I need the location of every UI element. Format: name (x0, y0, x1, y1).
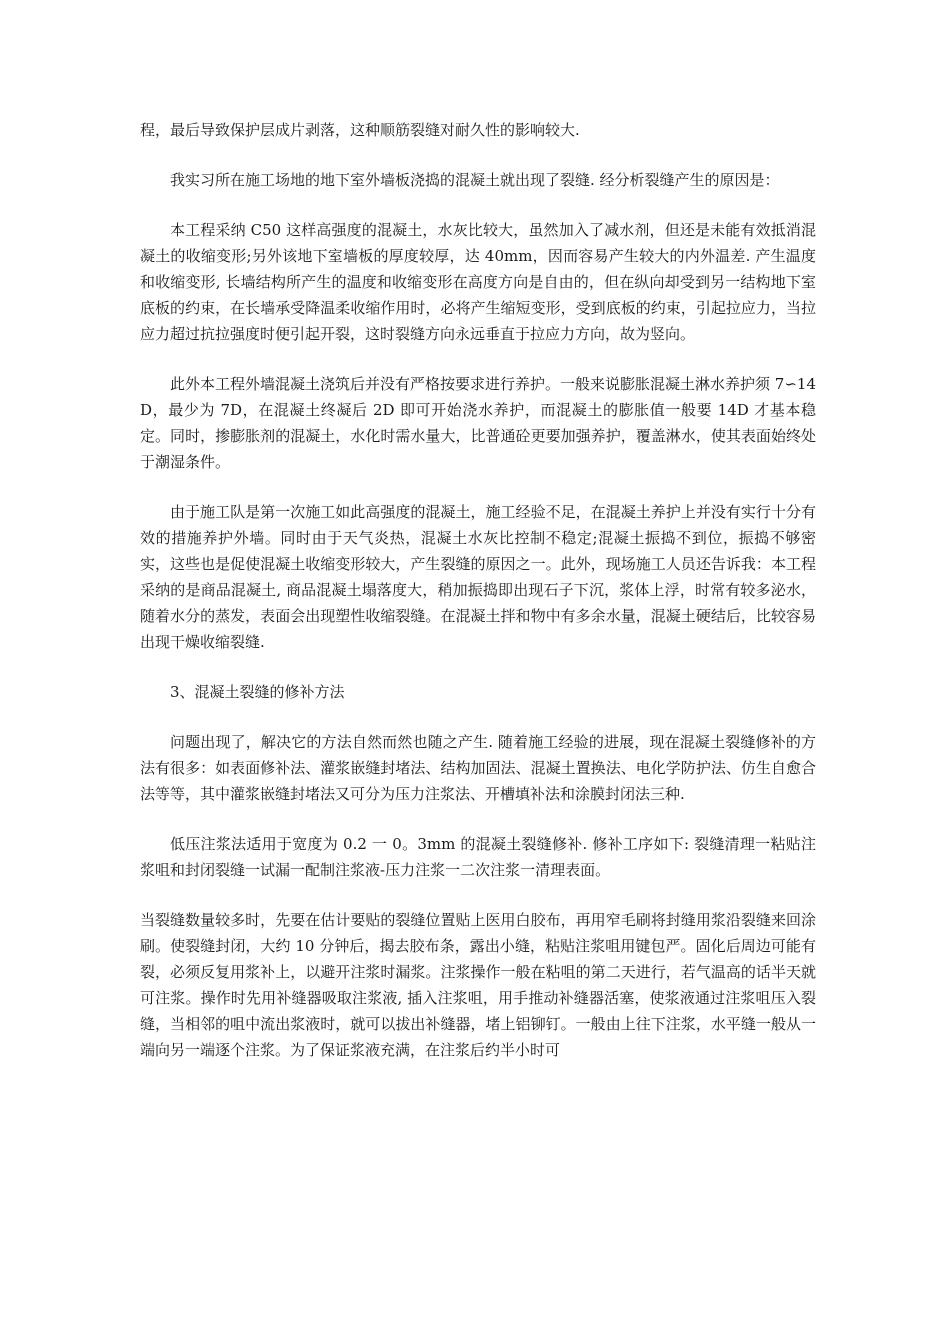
section-heading-repair-methods: 3、混凝土裂缝的修补方法 (170, 683, 345, 701)
paragraph-low-pressure-grouting: 低压注浆法适用于宽度为 0.2 一 0。3mm 的混凝土裂缝修补. 修补工序如下: 裂缝清理一粘贴注浆咀和封闭裂缝一试漏一配制注浆液-压力注浆一二次注浆一清理表面。 (140, 835, 816, 879)
document-body (140, 117, 816, 1087)
paragraph-continuation: 程，最后导致保护层成片剥落，这种顺筋裂缝对耐久性的影响较大. (140, 121, 580, 139)
paragraph-c50-shrinkage: 本工程采纳 C50 这样高强度的混凝土，水灰比较大，虽然加入了减水剂，但还是未能有效抵消混凝土的收缩变形;另外该地下室墙板的厚度较厚，达 40mm，因而容易产生较大的内外温差. 产生温度和收缩变形, 长墙结构所产生的温度和收缩变形在高度方向是自由的，但在纵向却受到另一结构地下室底板的约束，在长墙承受降温柔收缩作用时，必将产生缩短变形，受到底板的约束，引起拉应力，当拉应力超过抗拉强度时便引起开裂，这时裂缝方向永远垂直于拉应力方向，故为竖向。 (140, 221, 816, 343)
paragraph-construction-experience: 由于施工队是第一次施工如此高强度的混凝土，施工经验不足，在混凝土养护上并没有实行十分有效的措施养护外墙。同时由于天气炎热，混凝土水灰比控制不稳定;混凝土振捣不到位，振捣不够密实，这些也是促使混凝土收缩变形较大，产生裂缝的原因之一。此外，现场施工人员还告诉我：本工程采纳的是商品混凝土, 商品混凝土塌落度大，稍加振捣即出现石子下沉，浆体上浮，时常有较多泌水，随着水分的蒸发，表面会出现塑性收缩裂缝。在混凝土拌和物中有多余水量，混凝土硬结后，比较容易出现干燥收缩裂缝. (140, 503, 816, 651)
paragraph-curing: 此外本工程外墙混凝土浇筑后并没有严格按要求进行养护。一般来说膨胀混凝土淋水养护须 7∽14D，最少为 7D，在混凝土终凝后 2D 即可开始浇水养护，而混凝土的膨胀值一般要 14D 才基本稳定。同时，掺膨胀剂的混凝土，水化时需水量大，比普通砼更要加强养护，覆盖淋水，使其表面始终处于潮湿条件。 (140, 375, 816, 471)
paragraph-grouting-procedure: 当裂缝数量较多时，先要在估计要贴的裂缝位置贴上医用白胶布，再用窄毛刷将封缝用浆沿裂缝来回涂刷。使裂缝封闭，大约 10 分钟后，揭去胶布条，露出小缝，粘贴注浆咀用键包严。固化后周边可能有裂，必须反复用浆补上，以避开注浆时漏浆。注浆操作一般在粘咀的第二天进行，若气温高的话半天就可注浆。操作时先用补缝器吸取注浆液, 插入注浆咀，用手推动补缝器活塞，使浆液通过注浆咀压入裂缝，当相邻的咀中流出浆液时，就可以拔出补缝器，堵上铝铆钉。一般由上往下注浆，水平缝一般从一端向另一端逐个注浆。为了保证浆液充满，在注浆后约半小时可 (140, 911, 816, 1059)
paragraph-site-cracks: 我实习所在施工场地的地下室外墙板浇捣的混凝土就出现了裂缝. 经分析裂缝产生的原因是： (170, 171, 780, 189)
paragraph-repair-overview: 问题出现了，解决它的方法自然而然也随之产生. 随着施工经验的进展，现在混凝土裂缝修补的方法有很多：如表面修补法、灌浆嵌缝封堵法、结构加固法、混凝土置换法、电化学防护法、仿生自愈合法等等，其中灌浆嵌缝封堵法又可分为压力注浆法、开槽填补法和涂膜封闭法三种. (140, 733, 816, 803)
